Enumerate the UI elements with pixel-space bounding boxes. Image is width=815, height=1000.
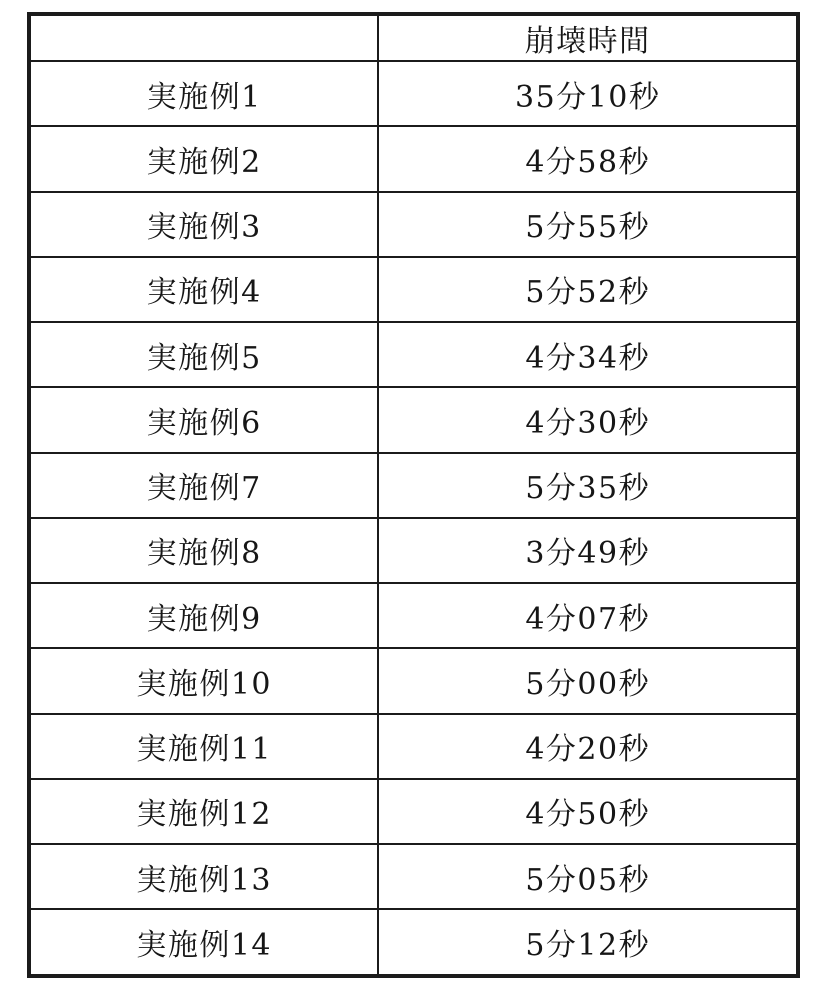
disintegration-time-cell: 4分34秒: [378, 322, 798, 387]
header-cell-example-empty: [29, 14, 378, 61]
table-row: [29, 583, 798, 648]
example-label-cell: 実施例4: [29, 257, 378, 322]
table-row: [29, 844, 798, 909]
example-label-cell: 実施例6: [29, 387, 378, 452]
example-label-cell: 実施例5: [29, 322, 378, 387]
disintegration-time-cell: 5分52秒: [378, 257, 798, 322]
disintegration-time-cell: 4分30秒: [378, 387, 798, 452]
example-label-cell: 実施例13: [29, 844, 378, 909]
table-row: [29, 518, 798, 583]
example-label-cell: 実施例12: [29, 779, 378, 844]
table-body: [29, 61, 798, 976]
table-row: [29, 779, 798, 844]
disintegration-time-cell: 5分35秒: [378, 453, 798, 518]
disintegration-time-cell: 4分58秒: [378, 126, 798, 191]
disintegration-time-cell: 3分49秒: [378, 518, 798, 583]
table-row: [29, 648, 798, 713]
disintegration-time-cell: 5分55秒: [378, 192, 798, 257]
disintegration-time-cell: 4分50秒: [378, 779, 798, 844]
disintegration-time-cell: 4分20秒: [378, 714, 798, 779]
disintegration-time-cell: 35分10秒: [378, 61, 798, 126]
table-row: [29, 909, 798, 976]
example-label-cell: 実施例8: [29, 518, 378, 583]
disintegration-time-cell: 4分07秒: [378, 583, 798, 648]
table-head: [29, 14, 798, 61]
table-header-row: [29, 14, 798, 61]
table-row: [29, 387, 798, 452]
example-label-cell: 実施例2: [29, 126, 378, 191]
table-row: [29, 714, 798, 779]
table-row: [29, 61, 798, 126]
table-row: [29, 192, 798, 257]
example-label-cell: 実施例3: [29, 192, 378, 257]
disintegration-time-cell: 5分12秒: [378, 909, 798, 976]
example-label-cell: 実施例7: [29, 453, 378, 518]
example-label-cell: 実施例9: [29, 583, 378, 648]
example-label-cell: 実施例14: [29, 909, 378, 976]
disintegration-time-cell: 5分00秒: [378, 648, 798, 713]
example-label-cell: 実施例10: [29, 648, 378, 713]
example-label-cell: 実施例1: [29, 61, 378, 126]
disintegration-time-cell: 5分05秒: [378, 844, 798, 909]
example-label-cell: 実施例11: [29, 714, 378, 779]
table-row: [29, 126, 798, 191]
header-cell-disintegration-time: 崩壊時間: [378, 14, 798, 61]
table-row: [29, 257, 798, 322]
table-row: [29, 453, 798, 518]
table-row: [29, 322, 798, 387]
disintegration-time-table: [27, 12, 800, 978]
